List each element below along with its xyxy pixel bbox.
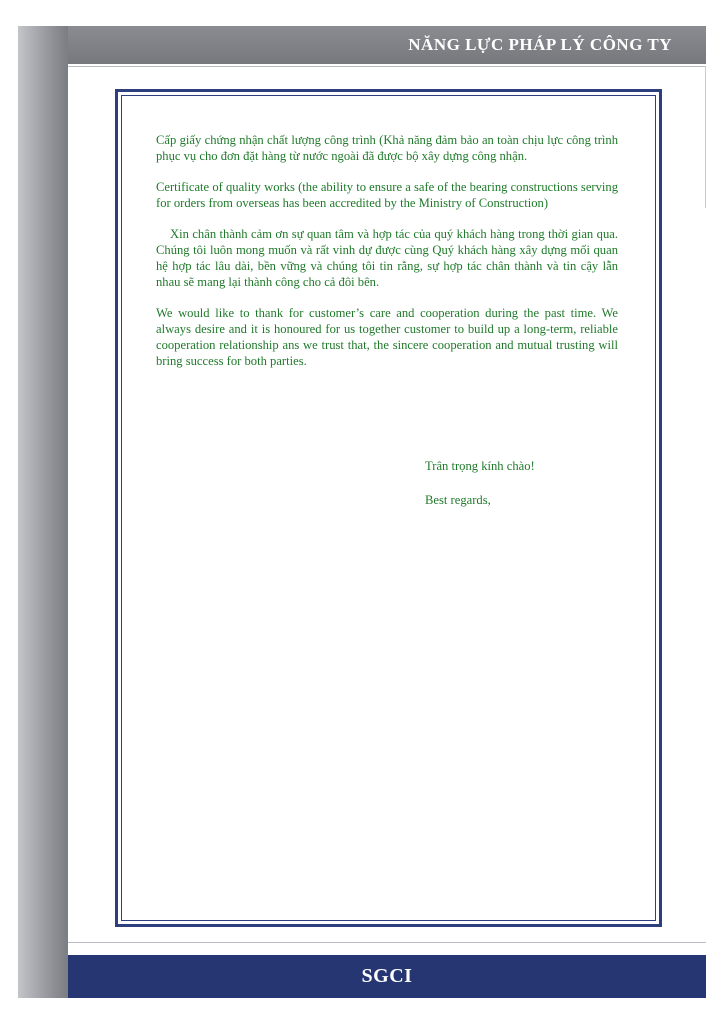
paragraph-certificate-vi: Cấp giấy chứng nhận chất lượng công trình (Khả năng đảm bảo an toàn chịu lực công trình phục vụ cho đơn đặt hàng từ nước ngoài đã được bộ xây dựng công nhận.	[156, 133, 618, 163]
letter-body	[156, 132, 618, 384]
paragraph-thanks-en: We would like to thank for customer’s care and cooperation during the past time. We always desire and it is honoured for us together customer to build up a long-term, reliable cooperation relationship ans we trust that, the sincere cooperation and mutual trusting will bring success for both parties.	[156, 306, 618, 368]
page-header-title: NĂNG LỰC PHÁP LÝ CÔNG TY	[408, 35, 672, 54]
letter-closing	[425, 458, 535, 526]
paragraph-certificate-en: Certificate of quality works (the ability to ensure a safe of the bearing constructions serving for orders from overseas has been accredited by the Ministry of Construction)	[156, 180, 618, 210]
page-footer-band	[68, 955, 706, 998]
footer-brand-name: SGCI	[361, 965, 413, 987]
header-divider	[68, 66, 706, 67]
page-header-band	[68, 26, 706, 64]
right-edge-divider	[705, 66, 706, 208]
closing-vi: Trân trọng kính chào!	[425, 459, 535, 473]
left-side-strip	[18, 26, 68, 998]
footer-divider	[68, 942, 706, 943]
paragraph-thanks-vi: Xin chân thành cảm ơn sự quan tâm và hợp tác của quý khách hàng trong thời gian qua. Chúng tôi luôn mong muốn và rất vinh dự được cùng Quý khách hàng xây dựng mối quan hệ hợp tác lâu dài, bền vững và chúng tôi tin rằng, sự hợp tác chân thành và tin cậy lẫn nhau sẽ mang lại thành công cho cả đôi bên.	[156, 227, 618, 289]
closing-en: Best regards,	[425, 493, 491, 507]
